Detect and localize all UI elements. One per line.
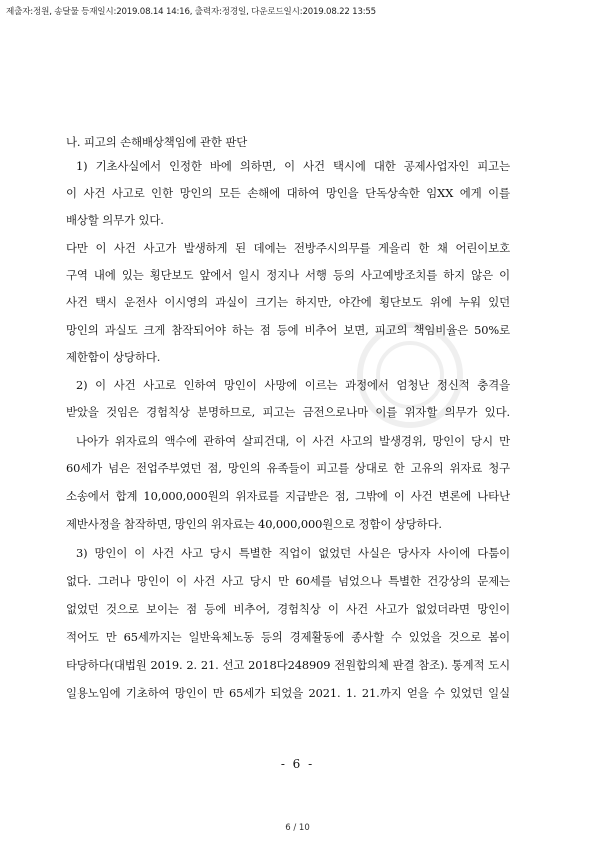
paragraph-line: 망인의 과실도 크게 참작되어야 하는 점 등에 비추어 보면, 피고의 책임비율은 50%로 xyxy=(66,323,510,337)
page-count: 6 / 10 xyxy=(285,823,310,833)
paragraph-line: 없다. 그러나 망인이 이 사건 사고 당시 만 60세를 넘었으나 특별한 건강상의 문제는 xyxy=(66,574,510,588)
paragraph-line: 제한함이 상당하다. xyxy=(66,350,161,364)
paragraph-line: 2) 이 사건 사고로 인하여 망인이 사망에 이르는 과정에서 엄청난 정신적 충격을 xyxy=(76,378,510,392)
paragraph-line: 3) 망인이 이 사건 사고 당시 특별한 직업이 없었던 사실은 당사자 사이에 다툼이 xyxy=(76,546,510,560)
paragraph-line: 없었던 것으로 보이는 점 등에 비추어, 경험칙상 이 사건 사고가 없었더라면 망인이 xyxy=(66,602,510,616)
paragraph-line: 다만 이 사건 사고가 발생하게 된 데에는 전방주시의무를 게을리 한 채 어린이보호 xyxy=(66,241,510,255)
paragraph-line: 제반사정을 참작하면, 망인의 위자료는 40,000,000원으로 정함이 상당하다. xyxy=(66,517,442,531)
paragraph-line: 적어도 만 65세까지는 일반육체노동 등의 경제활동에 종사할 수 있었을 것으로 봄이 xyxy=(66,630,510,644)
paragraph-line: 일용노임에 기초하여 망인이 만 65세가 되었을 2021. 1. 21.까지 얻을 수 있었던 일실 xyxy=(66,686,510,700)
paragraph-line: 나아가 위자료의 액수에 관하여 살피건대, 이 사건 사고의 발생경위, 망인이 당시 만 xyxy=(76,434,510,448)
download-header: 제출자:정원, 송달물 등재일시:2019.08.14 14:16, 출력자:정경일, 다운로드일시:2019.08.22 13:55 xyxy=(6,7,376,17)
section-heading: 나. 피고의 손해배상책임에 관한 판단 xyxy=(66,135,248,149)
paragraph-line: 1) 기초사실에서 인정한 바에 의하면, 이 사건 택시에 대한 공제사업자인 피고는 xyxy=(76,159,510,173)
paragraph-line: 소송에서 합계 10,000,000원의 위자료를 지급받은 점, 그밖에 이 사건 변론에 나타난 xyxy=(66,489,510,503)
paragraph-line: 배상할 의무가 있다. xyxy=(66,213,164,227)
paragraph-line: 구역 내에 있는 횡단보도 앞에서 일시 정지나 서행 등의 사고예방조치를 하지 않은 이 xyxy=(66,268,510,282)
paragraph-line: 받았을 것임은 경험칙상 분명하므로, 피고는 금전으로나마 이를 위자할 의무가 있다. xyxy=(66,405,510,419)
paragraph-line: 타당하다(대법원 2019. 2. 21. 선고 2018다248909 전원합의체 판결 참조). 통계적 도시 xyxy=(66,658,510,672)
paragraph-line: 이 사건 사고로 인한 망인의 모든 손해에 대하여 망인을 단독상속한 임XX 에게 이를 xyxy=(66,186,510,200)
paragraph-line: 60세가 넘은 전업주부였던 점, 망인의 유족들이 피고를 상대로 한 고유의 위자료 청구 xyxy=(66,461,510,475)
paragraph-line: 사건 택시 운전사 이시영의 과실이 크기는 하지만, 야간에 횡단보도 위에 누워 있던 xyxy=(66,295,510,309)
page-number: - 6 - xyxy=(280,757,315,771)
